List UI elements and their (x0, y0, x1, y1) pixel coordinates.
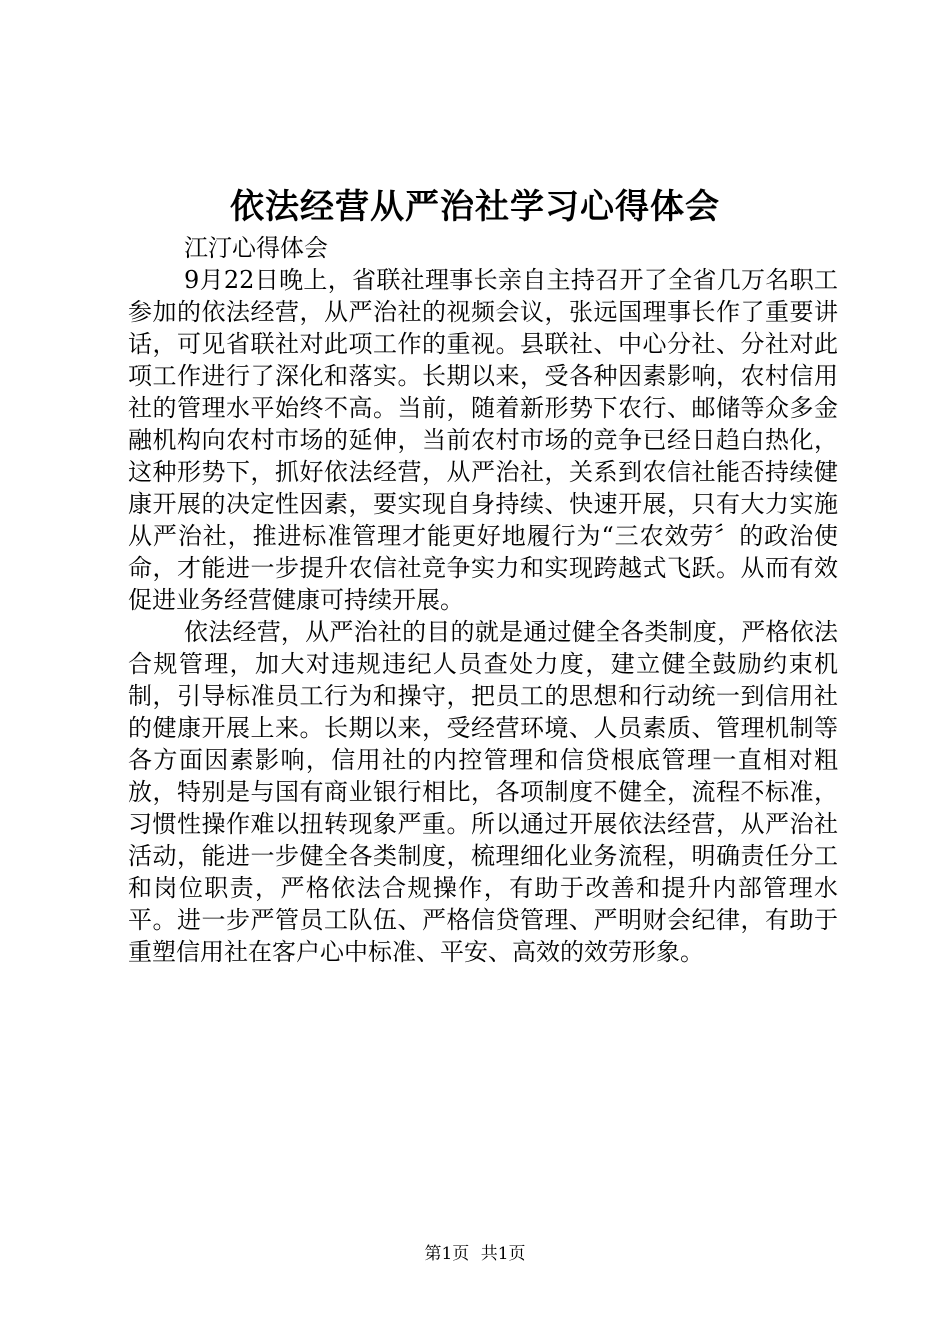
paragraph-1: 9月22日晚上，省联社理事长亲自主持召开了全省几万名职工参加的依法经营，从严治社的视频会议，张远国理事长作了重要讲话，可见省联社对此项工作的重视。县联社、中心分社、分社对此项工作进行了深化和落实。长期以来，受各种因素影响，农村信用社的管理水平始终不高。当前，随着新形势下农行、邮储等众多金融机构向农村市场的延伸，当前农村市场的竞争已经日趋白热化，这种形势下，抓好依法经营，从严治社，关系到农信社能否持续健康开展的决定性因素，要实现自身持续、快速开展，只有大力实施从严治社，推进标准管理才能更好地履行为“三农效劳〞的政治使命，才能进一步提升农信社竞争实力和实现跨越式飞跃。从而有效促进业务经营健康可持续开展。 (128, 266, 838, 614)
document-body (128, 232, 838, 968)
document-subtitle: 江汀心得体会 (184, 234, 328, 262)
page-footer (0, 1242, 950, 1266)
paragraph-2: 依法经营，从严治社的目的就是通过健全各类制度，严格依法合规管理，加大对违规违纪人员查处力度，建立健全鼓励约束机制，引导标准员工行为和操守，把员工的思想和行动统一到信用社的健康开展上来。长期以来，受经营环境、人员素质、管理机制等各方面因素影响，信用社的内控管理和信贷根底管理一直相对粗放，特别是与国有商业银行相比，各项制度不健全，流程不标准，习惯性操作难以扭转现象严重。所以通过开展依法经营，从严治社活动，能进一步健全各类制度，梳理细化业务流程，明确责任分工和岗位职责，严格依法合规操作，有助于改善和提升内部管理水平。进一步严管员工队伍、严格信贷管理、严明财会纪律，有助于重塑信用社在客户心中标准、平安、高效的效劳形象。 (128, 618, 838, 966)
document-title: 依法经营从严治社学习心得体会 (230, 187, 720, 227)
page-number: 第1页 (424, 1244, 470, 1264)
page-total: 共1页 (480, 1244, 526, 1264)
